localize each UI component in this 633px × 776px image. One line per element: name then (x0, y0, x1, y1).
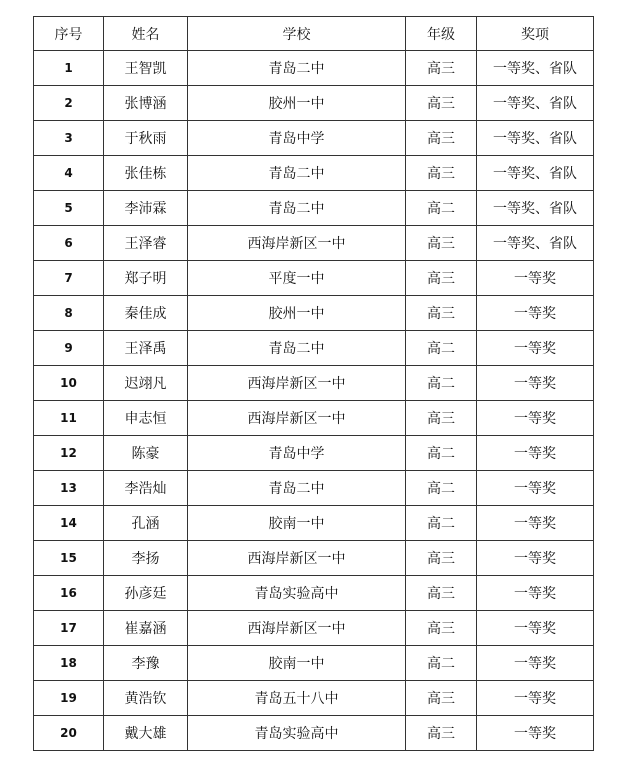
cell-grade: 高三 (406, 226, 477, 261)
cell-no: 3 (34, 121, 104, 156)
cell-award: 一等奖 (477, 576, 594, 611)
cell-school: 青岛实验高中 (188, 716, 406, 751)
cell-grade: 高二 (406, 646, 477, 681)
cell-grade: 高二 (406, 506, 477, 541)
cell-school: 青岛五十八中 (188, 681, 406, 716)
cell-grade: 高二 (406, 436, 477, 471)
cell-no: 20 (34, 716, 104, 751)
cell-name: 迟翊凡 (104, 366, 188, 401)
award-list-sheet (33, 16, 594, 751)
cell-award: 一等奖、省队 (477, 86, 594, 121)
cell-school: 青岛二中 (188, 156, 406, 191)
cell-no: 16 (34, 576, 104, 611)
cell-name: 张佳栋 (104, 156, 188, 191)
cell-no: 2 (34, 86, 104, 121)
cell-award: 一等奖 (477, 401, 594, 436)
cell-name: 李沛霖 (104, 191, 188, 226)
cell-school: 青岛二中 (188, 331, 406, 366)
cell-school: 西海岸新区一中 (188, 401, 406, 436)
cell-no: 12 (34, 436, 104, 471)
cell-grade: 高三 (406, 296, 477, 331)
cell-grade: 高三 (406, 121, 477, 156)
cell-award: 一等奖 (477, 436, 594, 471)
cell-name: 孔涵 (104, 506, 188, 541)
header-grade: 年级 (406, 17, 477, 51)
header-name: 姓名 (104, 17, 188, 51)
cell-grade: 高三 (406, 716, 477, 751)
table-row (34, 681, 594, 716)
table-row (34, 541, 594, 576)
cell-name: 王智凯 (104, 51, 188, 86)
table-header-row (34, 17, 594, 51)
award-table (33, 16, 594, 751)
cell-school: 西海岸新区一中 (188, 541, 406, 576)
cell-no: 13 (34, 471, 104, 506)
cell-no: 17 (34, 611, 104, 646)
cell-award: 一等奖 (477, 541, 594, 576)
cell-award: 一等奖、省队 (477, 121, 594, 156)
cell-grade: 高三 (406, 86, 477, 121)
cell-name: 戴大雄 (104, 716, 188, 751)
cell-no: 19 (34, 681, 104, 716)
cell-grade: 高三 (406, 401, 477, 436)
cell-grade: 高三 (406, 541, 477, 576)
table-row (34, 86, 594, 121)
cell-name: 秦佳成 (104, 296, 188, 331)
cell-school: 胶州一中 (188, 296, 406, 331)
cell-grade: 高三 (406, 51, 477, 86)
cell-school: 青岛二中 (188, 51, 406, 86)
cell-grade: 高二 (406, 331, 477, 366)
cell-no: 10 (34, 366, 104, 401)
table-row (34, 191, 594, 226)
cell-school: 胶州一中 (188, 86, 406, 121)
table-row (34, 576, 594, 611)
cell-name: 郑子明 (104, 261, 188, 296)
table-row (34, 261, 594, 296)
cell-award: 一等奖 (477, 261, 594, 296)
table-row (34, 611, 594, 646)
cell-no: 18 (34, 646, 104, 681)
cell-name: 王泽禹 (104, 331, 188, 366)
cell-award: 一等奖 (477, 506, 594, 541)
cell-school: 青岛二中 (188, 191, 406, 226)
cell-award: 一等奖 (477, 611, 594, 646)
cell-grade: 高二 (406, 191, 477, 226)
cell-award: 一等奖 (477, 646, 594, 681)
cell-name: 黄浩钦 (104, 681, 188, 716)
cell-name: 李扬 (104, 541, 188, 576)
cell-name: 孙彦廷 (104, 576, 188, 611)
cell-name: 于秋雨 (104, 121, 188, 156)
cell-grade: 高三 (406, 611, 477, 646)
cell-school: 胶南一中 (188, 506, 406, 541)
cell-award: 一等奖、省队 (477, 226, 594, 261)
table-row (34, 506, 594, 541)
cell-grade: 高三 (406, 156, 477, 191)
cell-award: 一等奖、省队 (477, 51, 594, 86)
header-award: 奖项 (477, 17, 594, 51)
cell-school: 西海岸新区一中 (188, 611, 406, 646)
cell-no: 8 (34, 296, 104, 331)
cell-school: 平度一中 (188, 261, 406, 296)
cell-grade: 高二 (406, 366, 477, 401)
table-row (34, 646, 594, 681)
cell-name: 李浩灿 (104, 471, 188, 506)
cell-grade: 高三 (406, 576, 477, 611)
table-row (34, 226, 594, 261)
cell-no: 5 (34, 191, 104, 226)
cell-grade: 高三 (406, 681, 477, 716)
cell-school: 青岛中学 (188, 121, 406, 156)
cell-school: 胶南一中 (188, 646, 406, 681)
table-row (34, 436, 594, 471)
cell-school: 青岛二中 (188, 471, 406, 506)
table-row (34, 331, 594, 366)
cell-no: 9 (34, 331, 104, 366)
cell-no: 4 (34, 156, 104, 191)
cell-no: 7 (34, 261, 104, 296)
cell-award: 一等奖、省队 (477, 191, 594, 226)
cell-school: 西海岸新区一中 (188, 226, 406, 261)
cell-no: 1 (34, 51, 104, 86)
header-no: 序号 (34, 17, 104, 51)
cell-award: 一等奖 (477, 366, 594, 401)
cell-name: 李豫 (104, 646, 188, 681)
cell-award: 一等奖 (477, 331, 594, 366)
cell-no: 15 (34, 541, 104, 576)
cell-award: 一等奖、省队 (477, 156, 594, 191)
cell-school: 青岛实验高中 (188, 576, 406, 611)
table-row (34, 51, 594, 86)
table-body (34, 51, 594, 751)
cell-award: 一等奖 (477, 681, 594, 716)
table-row (34, 121, 594, 156)
cell-school: 西海岸新区一中 (188, 366, 406, 401)
cell-name: 崔嘉涵 (104, 611, 188, 646)
table-row (34, 156, 594, 191)
cell-award: 一等奖 (477, 296, 594, 331)
table-row (34, 716, 594, 751)
table-row (34, 296, 594, 331)
table-row (34, 366, 594, 401)
table-row (34, 471, 594, 506)
cell-name: 王泽睿 (104, 226, 188, 261)
cell-award: 一等奖 (477, 716, 594, 751)
cell-name: 陈豪 (104, 436, 188, 471)
cell-grade: 高二 (406, 471, 477, 506)
cell-school: 青岛中学 (188, 436, 406, 471)
header-school: 学校 (188, 17, 406, 51)
cell-no: 6 (34, 226, 104, 261)
cell-award: 一等奖 (477, 471, 594, 506)
cell-grade: 高三 (406, 261, 477, 296)
cell-no: 11 (34, 401, 104, 436)
cell-no: 14 (34, 506, 104, 541)
cell-name: 申志恒 (104, 401, 188, 436)
table-row (34, 401, 594, 436)
cell-name: 张博涵 (104, 86, 188, 121)
